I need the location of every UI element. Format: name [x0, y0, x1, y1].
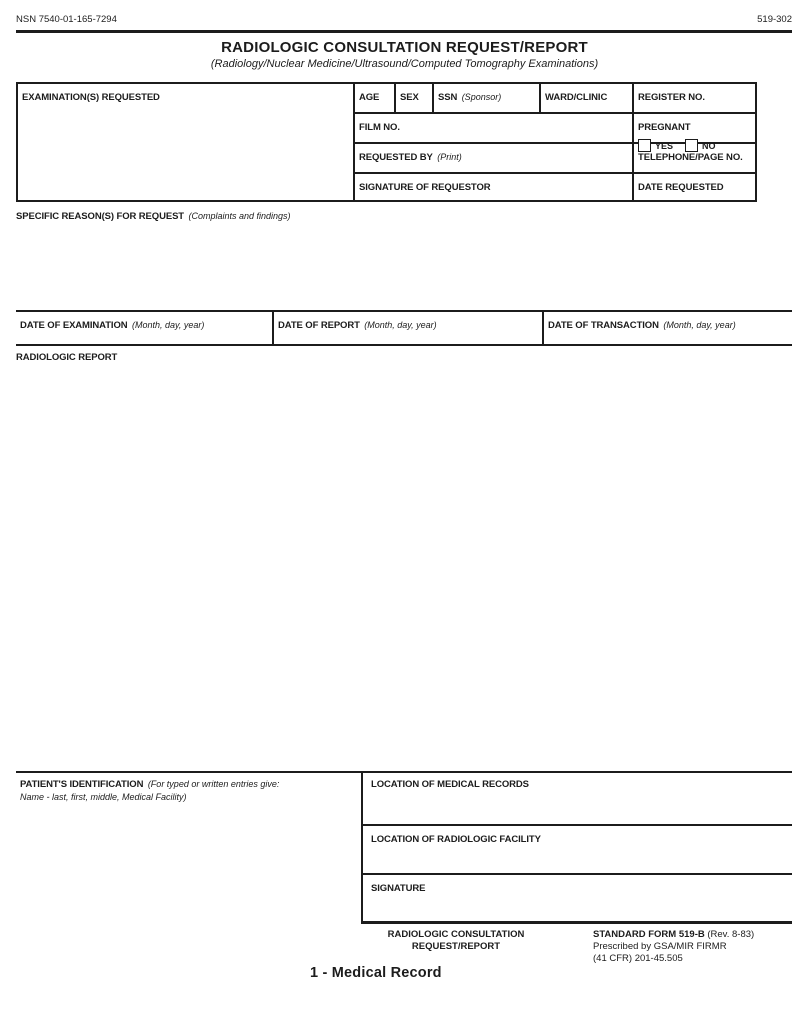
location-of-medical-records-field[interactable] — [363, 771, 792, 824]
telephone-page-no-label: TELEPHONE/PAGE NO. — [638, 152, 743, 163]
specific-reasons-note: (Complaints and findings) — [188, 211, 291, 221]
specific-reasons-label: SPECIFIC REASON(S) FOR REQUEST — [16, 211, 185, 222]
age-field[interactable] — [355, 84, 394, 112]
form-title: RADIOLOGIC CONSULTATION REQUEST/REPORT — [221, 39, 588, 56]
age-label: AGE — [359, 92, 380, 103]
ssn-field[interactable] — [434, 84, 539, 112]
requested-by-label: REQUESTED BY — [359, 152, 433, 163]
date-of-transaction-field[interactable] — [544, 312, 792, 344]
copy-designation: 1 - Medical Record — [310, 965, 442, 981]
pregnant-label: PREGNANT — [638, 122, 691, 133]
date-requested-label: DATE REQUESTED — [638, 182, 724, 193]
date-of-report-label: DATE OF REPORT — [278, 320, 360, 331]
requested-by-field[interactable] — [355, 144, 632, 172]
top-rule — [16, 30, 792, 33]
footer-standard-form: STANDARD FORM 519-B — [593, 929, 705, 940]
footer-form-name-line2: REQUEST/REPORT — [411, 941, 501, 952]
signature-field[interactable] — [363, 875, 792, 921]
footer-prescribed-by: Prescribed by GSA/MIR FIRMR — [593, 941, 727, 952]
nsn-number: NSN 7540-01-165-7294 — [16, 14, 117, 25]
footer-form-name-line1: RADIOLOGIC CONSULTATION — [387, 929, 525, 940]
footer-form-name — [350, 929, 562, 953]
ssn-label: SSN — [438, 92, 458, 103]
specific-reasons-entry-area[interactable] — [16, 220, 792, 306]
date-requested-field[interactable] — [634, 174, 755, 200]
film-no-field[interactable] — [355, 114, 632, 142]
patient-identification-note-2: Name - last, first, middle, Medical Facility) — [20, 792, 187, 802]
ward-clinic-label: WARD/CLINIC — [545, 92, 608, 103]
telephone-page-no-field[interactable] — [634, 144, 755, 172]
location-of-radiologic-facility-label: LOCATION OF RADIOLOGIC FACILITY — [371, 834, 541, 845]
location-of-medical-records-label: LOCATION OF MEDICAL RECORDS — [371, 779, 529, 790]
footer-form-authority — [593, 929, 803, 965]
ward-clinic-field[interactable] — [541, 84, 632, 112]
form-code: 519-302 — [757, 14, 792, 25]
divider — [361, 921, 792, 924]
register-no-field[interactable] — [634, 84, 755, 112]
ssn-note: (Sponsor) — [461, 92, 502, 102]
examinations-requested-field[interactable] — [18, 84, 353, 200]
footer-standard-form-line — [593, 929, 803, 941]
date-of-examination-field[interactable] — [16, 312, 272, 344]
sex-label: SEX — [400, 92, 419, 103]
examinations-requested-label: EXAMINATION(S) REQUESTED — [22, 92, 160, 103]
request-table — [16, 82, 757, 202]
radiologic-report-label: RADIOLOGIC REPORT — [16, 352, 118, 363]
patient-identification-note-1: (For typed or written entries give: — [147, 779, 280, 789]
signature-label: SIGNATURE — [371, 883, 426, 894]
location-of-radiologic-facility-field[interactable] — [363, 826, 792, 873]
pregnant-yes-label: YES — [655, 140, 674, 151]
radiologic-report-entry-area[interactable] — [16, 366, 792, 766]
patient-identification-label: PATIENT'S IDENTIFICATION — [20, 779, 144, 790]
pregnant-no-label: NO — [702, 140, 716, 151]
dates-row — [16, 310, 792, 346]
signature-of-requestor-label: SIGNATURE OF REQUESTOR — [359, 182, 491, 193]
footer-cfr: (41 CFR) 201-45.505 — [593, 953, 683, 964]
date-of-report-field[interactable] — [274, 312, 542, 344]
film-no-label: FILM NO. — [359, 122, 400, 133]
sex-field[interactable] — [396, 84, 432, 112]
date-of-transaction-label: DATE OF TRANSACTION — [548, 320, 659, 331]
register-no-label: REGISTER NO. — [638, 92, 705, 103]
date-of-examination-label: DATE OF EXAMINATION — [20, 320, 128, 331]
signature-of-requestor-field[interactable] — [355, 174, 632, 200]
date-of-report-note: (Month, day, year) — [364, 320, 437, 330]
date-of-transaction-note: (Month, day, year) — [663, 320, 736, 330]
pregnant-field — [634, 114, 755, 151]
form-subtitle: (Radiology/Nuclear Medicine/Ultrasound/Computed Tomography Examinations) — [210, 58, 599, 70]
patient-identification-field[interactable] — [16, 771, 361, 921]
date-of-examination-note: (Month, day, year) — [131, 320, 205, 330]
footer-revision: (Rev. 8-83) — [707, 929, 755, 940]
requested-by-note: (Print) — [437, 152, 462, 162]
bottom-section — [16, 771, 792, 924]
